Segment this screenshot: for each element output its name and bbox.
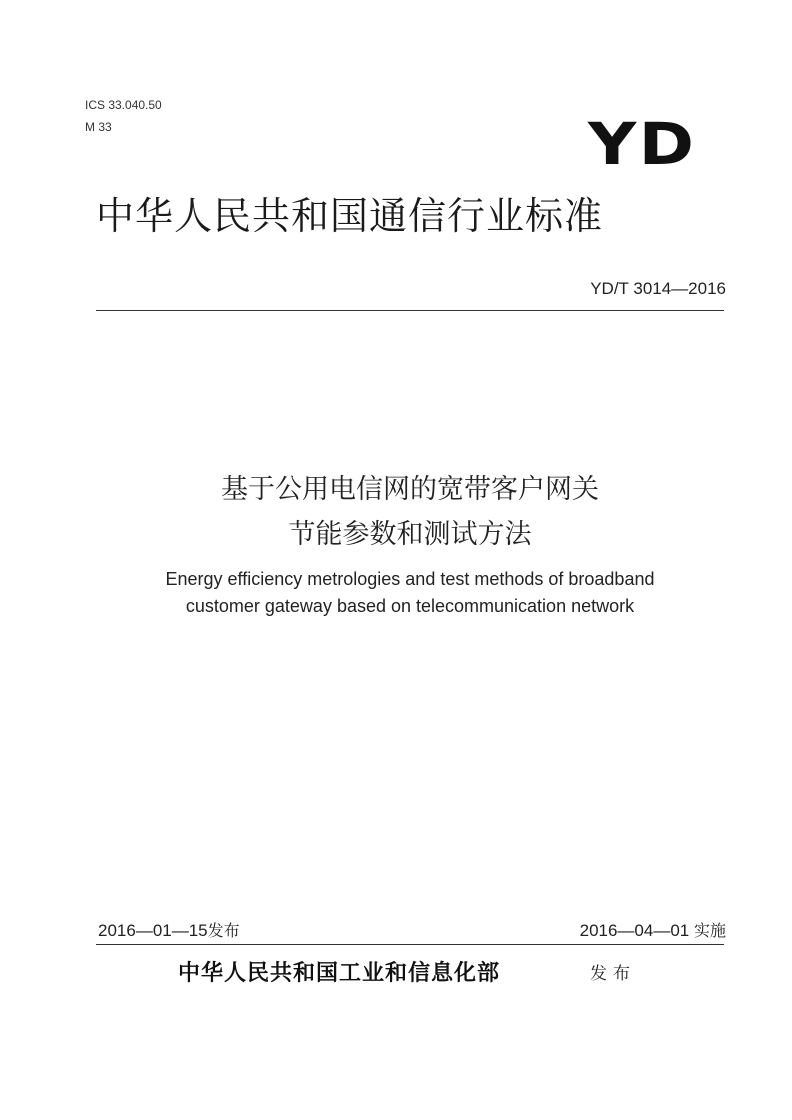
implementation-label: 实施 [693, 921, 726, 940]
issue-label: 发布 [207, 921, 240, 940]
title-english-line-2: customer gateway based on telecommunication network [185, 596, 635, 616]
implementation-date-line [580, 921, 726, 941]
yd-logo: YD [588, 110, 697, 178]
title-english-line-1: Energy efficiency metrologies and test methods of broadband [165, 569, 655, 589]
publisher: 中华人民共和国工业和信息化部 [178, 960, 501, 986]
classification-code: M 33 [85, 120, 112, 134]
implementation-date: 2016—04—01 [579, 921, 690, 940]
ics-code: ICS 33.040.50 [85, 98, 162, 112]
title-chinese-line-1: 基于公用电信网的宽带客户网关 [221, 474, 599, 505]
standard-number: YD/T 3014—2016 [590, 279, 726, 298]
header-divider [96, 310, 724, 311]
footer-divider [96, 944, 724, 945]
title-chinese-line-2: 节能参数和测试方法 [288, 519, 532, 550]
publish-label: 发布 [590, 964, 636, 984]
issue-date: 2016—01—15 [98, 921, 208, 940]
issue-date-line [98, 921, 240, 941]
standard-category-heading: 中华人民共和国通信行业标准 [96, 194, 604, 238]
